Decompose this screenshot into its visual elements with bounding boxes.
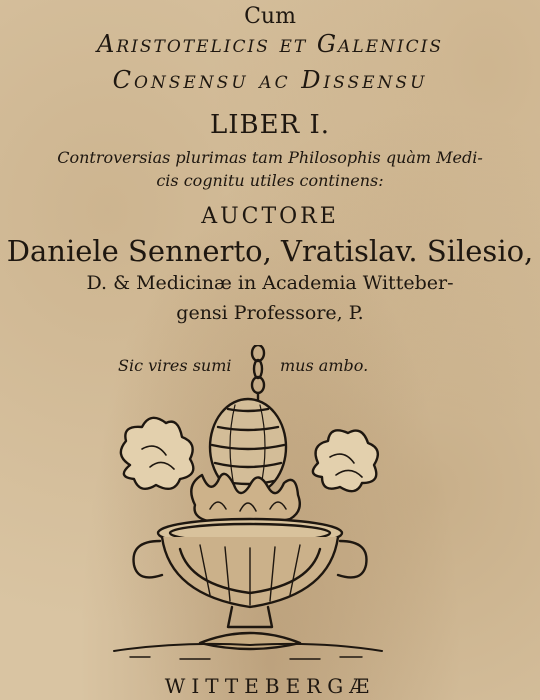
controversias-line-2: cis cognitu utiles continens: [156, 171, 384, 190]
controversias-line-1: Controversias plurimas tam Philosophis quàm Medi- [57, 148, 483, 167]
auctore-label: AUCTORE [201, 204, 339, 229]
author-name: Daniele Sennerto, Vratislav. Silesio, [6, 234, 534, 268]
motto-right: mus ambo. [280, 356, 369, 375]
liber-heading: LIBER I. [210, 110, 330, 140]
consensu-line: Consensu ac Dissensu [112, 66, 428, 94]
aristotelicis-line: Aristotelicis et Galenicis [96, 30, 443, 58]
professor-line-1: D. & Medicinæ in Academia Witteber- [86, 272, 454, 294]
alchemical-vessel-emblem-icon [100, 345, 390, 665]
imprint-city: WITTEBERGÆ [164, 674, 376, 698]
cum-line: Cum [244, 4, 296, 29]
motto-left: Sic vires sumi [118, 356, 232, 375]
professor-line-2: gensi Professore, P. [176, 302, 364, 324]
